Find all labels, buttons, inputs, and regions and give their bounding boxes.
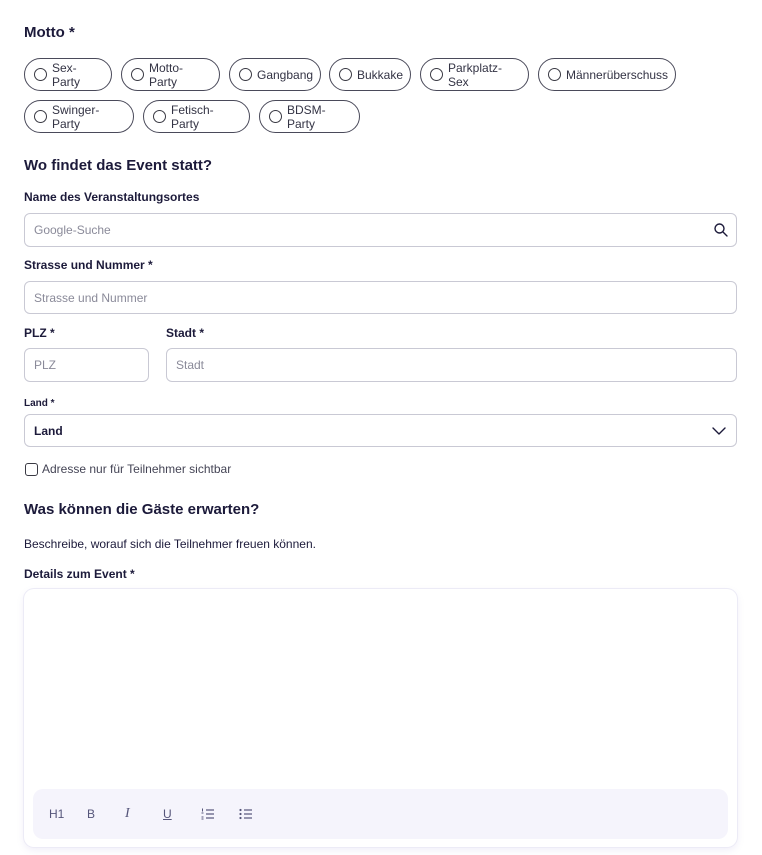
radio-icon[interactable]: [131, 68, 144, 81]
motto-option-parkplatz-sex[interactable]: [420, 58, 529, 91]
address-visibility-checkbox[interactable]: [25, 463, 38, 476]
zip-label: PLZ *: [24, 326, 55, 340]
street-label: Strasse und Nummer *: [24, 258, 153, 272]
motto-title: Motto *: [24, 24, 75, 41]
zip-input[interactable]: [24, 348, 149, 382]
motto-option-sex-party[interactable]: [24, 58, 112, 91]
venue-label: Name des Veranstaltungsortes: [24, 190, 200, 204]
radio-icon[interactable]: [153, 110, 166, 123]
motto-option-gangbang[interactable]: [229, 58, 321, 91]
country-select[interactable]: [24, 414, 737, 447]
motto-option-swinger-party[interactable]: [24, 100, 134, 133]
motto-option-bukkake[interactable]: [329, 58, 411, 91]
details-editor[interactable]: [24, 589, 737, 847]
bullet-list-button[interactable]: [239, 802, 277, 826]
motto-option-maennerueberschuss[interactable]: [538, 58, 676, 91]
motto-option-label: Parkplatz-Sex: [448, 60, 503, 89]
motto-option-bdsm-party[interactable]: [259, 100, 360, 133]
details-title: Was können die Gäste erwarten?: [24, 501, 260, 518]
ordered-list-button[interactable]: [201, 802, 239, 826]
motto-option-fetisch-party[interactable]: [143, 100, 250, 133]
venue-search-input[interactable]: [24, 213, 737, 247]
city-input[interactable]: [166, 348, 737, 382]
radio-icon[interactable]: [239, 68, 252, 81]
motto-option-label: Fetisch-Party: [171, 102, 214, 131]
radio-icon[interactable]: [269, 110, 282, 123]
search-icon[interactable]: [713, 222, 729, 238]
address-visibility-label[interactable]: Adresse nur für Teilnehmer sichtbar: [42, 462, 232, 476]
motto-option-motto-party[interactable]: [121, 58, 220, 91]
ordered-list-icon: [201, 808, 215, 820]
radio-icon[interactable]: [34, 68, 47, 81]
country-label: Land *: [24, 398, 55, 409]
motto-option-label: Sex-Party: [52, 60, 81, 89]
chevron-down-icon: [711, 425, 727, 437]
motto-option-label: Gangbang: [257, 67, 314, 82]
radio-icon[interactable]: [34, 110, 47, 123]
motto-option-label: BDSM-Party: [287, 102, 326, 131]
bold-button[interactable]: B: [87, 807, 96, 821]
motto-option-label: Swinger-Party: [52, 102, 100, 131]
radio-icon[interactable]: [548, 68, 561, 81]
details-field-label: Details zum Event *: [24, 567, 135, 581]
location-title: Wo findet das Event statt?: [24, 157, 213, 174]
details-description: Beschreibe, worauf sich die Teilnehmer freuen können.: [24, 537, 316, 551]
italic-button[interactable]: I: [125, 806, 130, 821]
motto-option-label: Bukkake: [357, 67, 404, 82]
editor-toolbar: [33, 789, 728, 839]
bullet-list-icon: [239, 808, 253, 820]
motto-option-label: Motto-Party: [149, 60, 184, 89]
heading1-button[interactable]: H1: [49, 807, 65, 821]
radio-icon[interactable]: [430, 68, 443, 81]
country-select-value: Land: [34, 423, 63, 438]
motto-option-label: Männerüberschuss: [566, 67, 669, 82]
underline-button[interactable]: U: [163, 807, 172, 821]
city-label: Stadt *: [166, 326, 205, 340]
street-input[interactable]: [24, 281, 737, 314]
radio-icon[interactable]: [339, 68, 352, 81]
